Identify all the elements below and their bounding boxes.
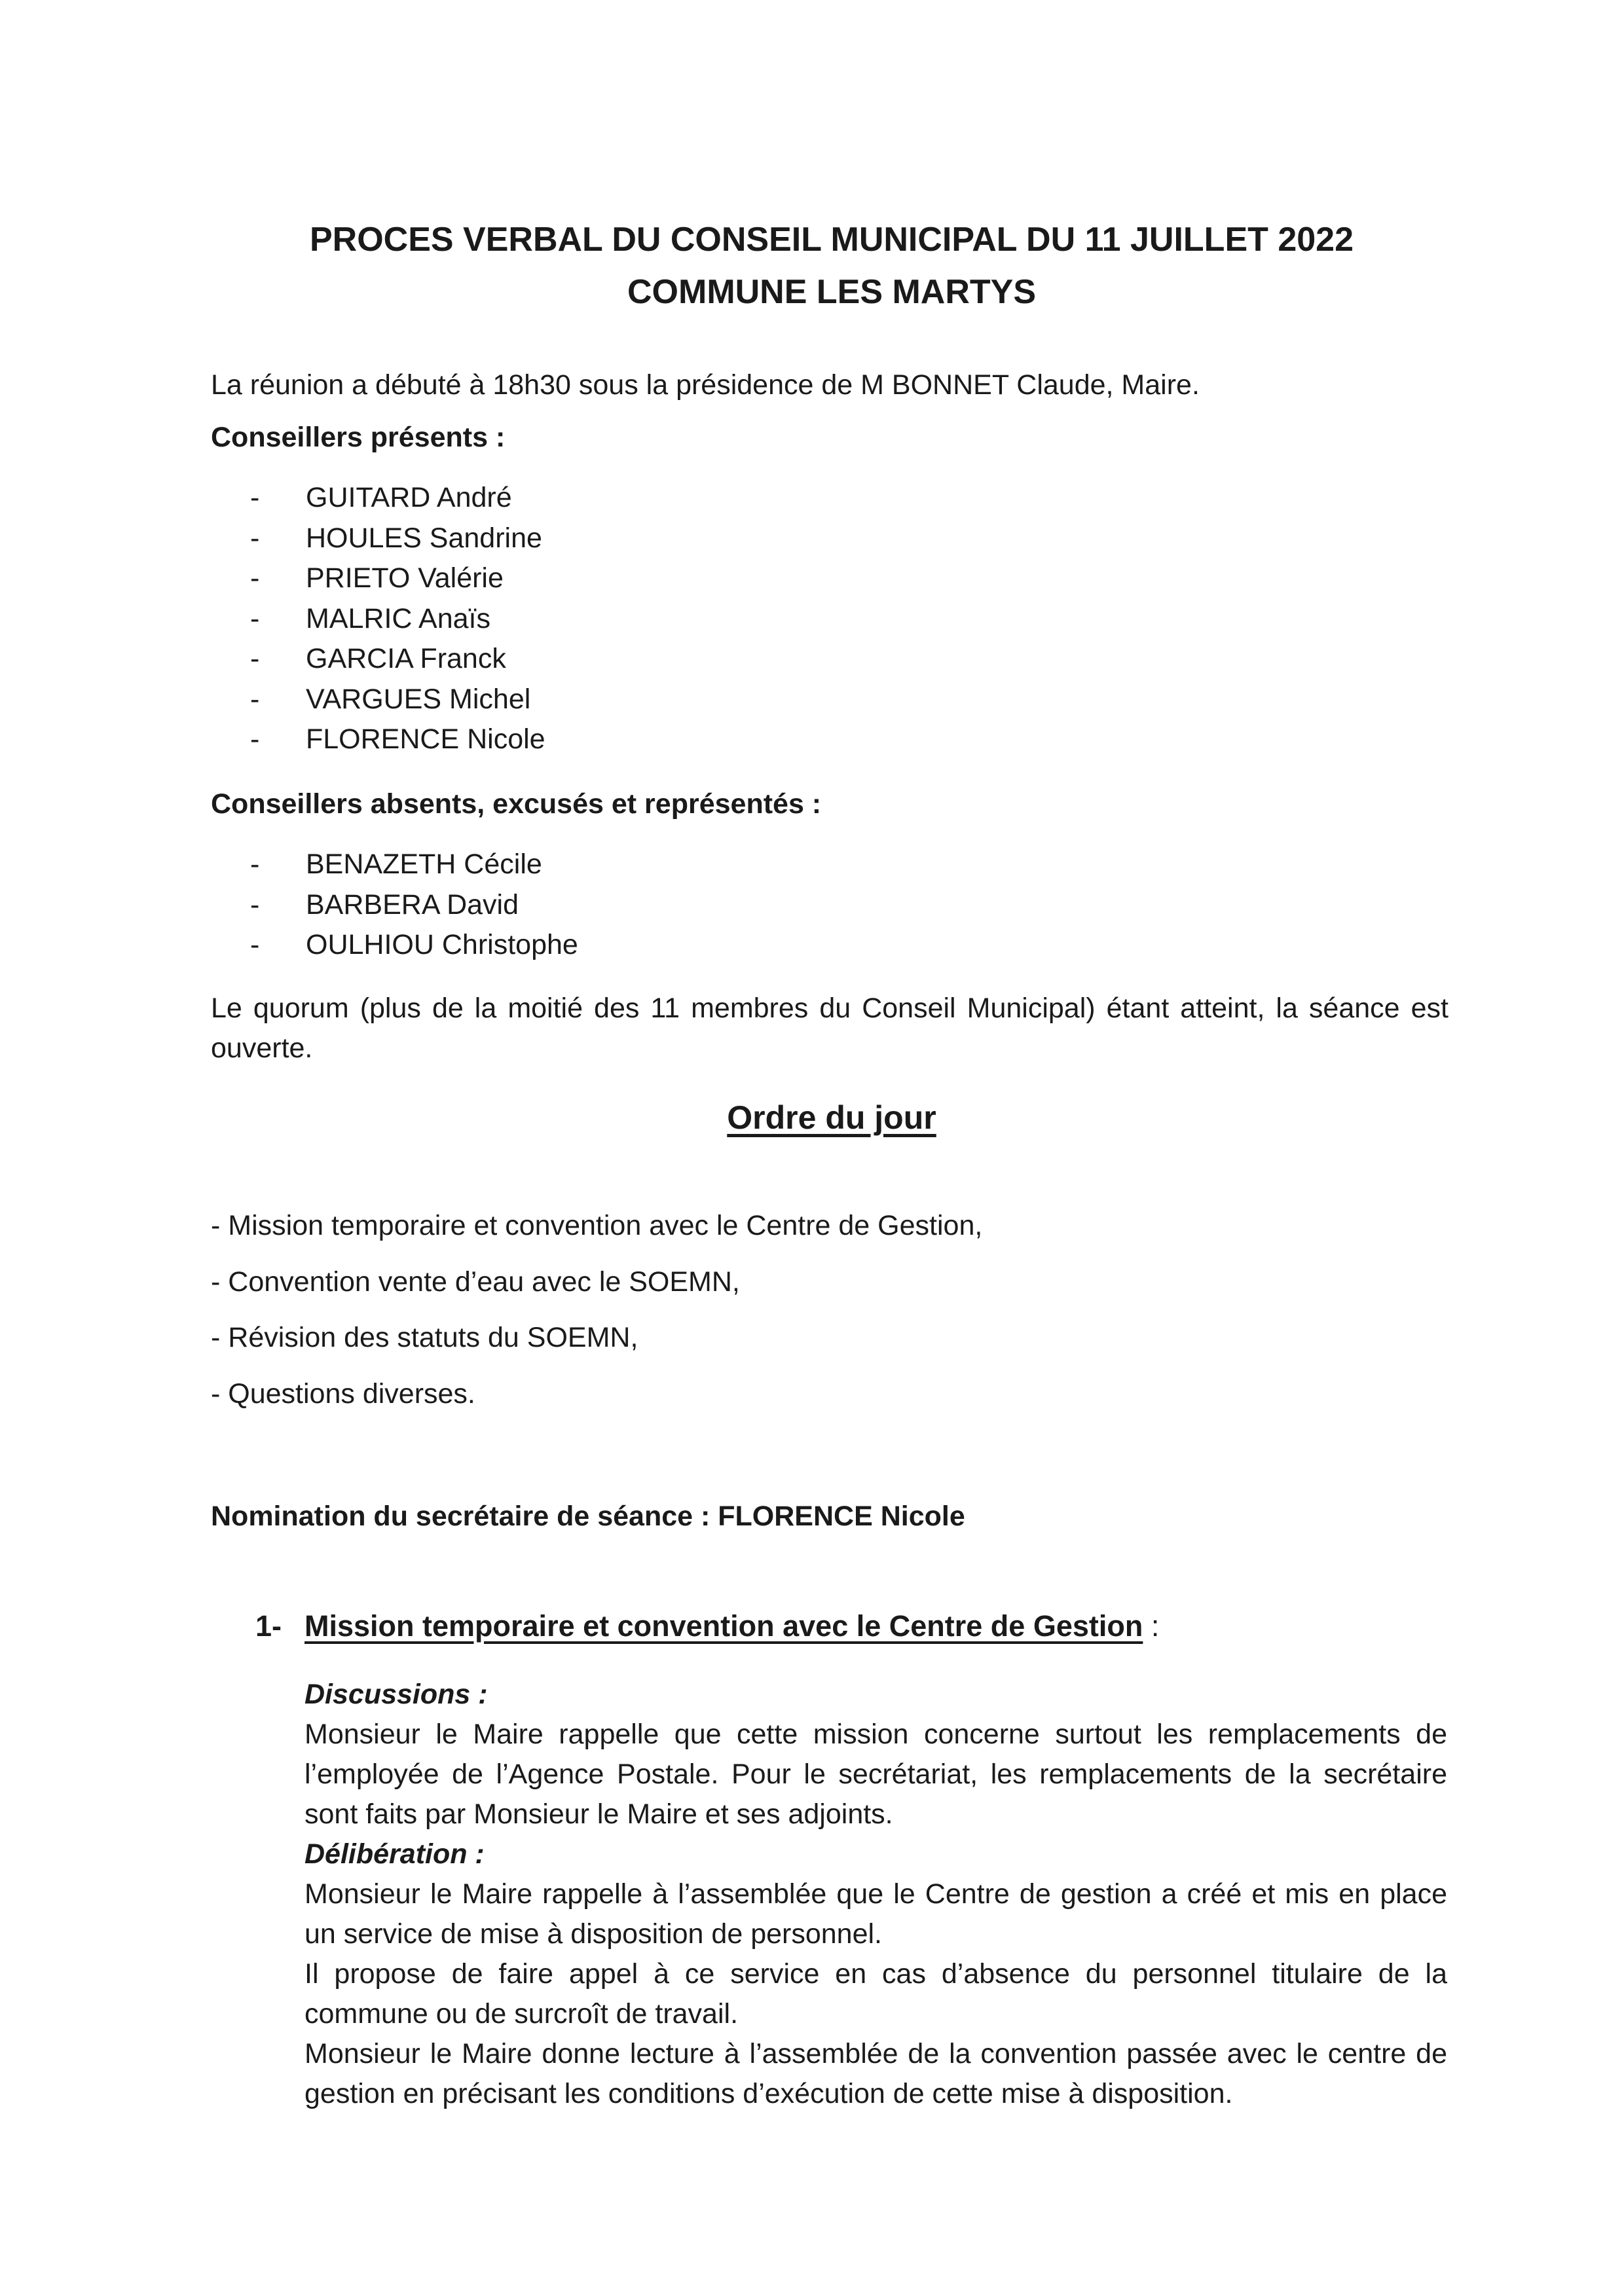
section-title-suffix: : [1143, 1609, 1160, 1643]
list-item: - PRIETO Valérie [250, 562, 504, 594]
absent-list [250, 845, 578, 966]
list-item: - GUITARD André [250, 482, 512, 513]
agenda-list [211, 1206, 982, 1430]
secretary-line: Nomination du secrétaire de séance : FLORENCE Nicole [211, 1501, 965, 1532]
list-item: - HOULES Sandrine [250, 522, 542, 554]
quorum-text: Le quorum (plus de la moitié des 11 membres du Conseil Municipal) étant atteint, la séance est ouverte. [211, 993, 1449, 1064]
present-list [250, 478, 545, 760]
section-1-heading [255, 1605, 1159, 1647]
section-number: 1- [255, 1609, 282, 1643]
intro-text: La réunion a débuté à 18h30 sous la présidence de M BONNET Claude, Maire. [211, 369, 1200, 401]
list-item: - GARCIA Franck [250, 643, 506, 674]
document-title: PROCES VERBAL DU CONSEIL MUNICIPAL DU 11 JUILLET 2022 [309, 221, 1354, 259]
agenda-heading: Ordre du jour [727, 1099, 936, 1136]
agenda-item: - Questions diverses. [211, 1377, 475, 1410]
agenda-item: - Convention vente d’eau avec le SOEMN, [211, 1266, 740, 1298]
deliberation-label: Délibération : [304, 1838, 485, 1870]
list-item: - VARGUES Michel [250, 683, 531, 715]
discussion-text: Monsieur le Maire rappelle que cette mission concerne surtout les remplacements de l’employée de l’Agence Postale. Pour le secrétariat, les remplacements de la secrétaire sont faits par Monsieur le Maire et ses adjoints. [304, 1719, 1447, 1830]
list-item: - BARBERA David [250, 888, 519, 920]
section-1-body [304, 1675, 1447, 2114]
present-heading: Conseillers présents : [211, 422, 506, 453]
document-subtitle: COMMUNE LES MARTYS [627, 273, 1036, 311]
list-item: - OULHIOU Christophe [250, 929, 578, 960]
deliberation-paragraph: Monsieur le Maire donne lecture à l’assemblée de la convention passée avec le centre de gestion en précisant les conditions d’exécution de cette mise à disposition. [304, 2038, 1447, 2109]
absent-heading: Conseillers absents, excusés et représentés : [211, 788, 822, 820]
list-item: - BENAZETH Cécile [250, 848, 542, 880]
agenda-item: - Mission temporaire et convention avec le Centre de Gestion, [211, 1210, 983, 1241]
deliberation-paragraph: Il propose de faire appel à ce service en cas d’absence du personnel titulaire de la commune ou de surcroît de travail. [304, 1958, 1447, 2030]
section-title: Mission temporaire et convention avec le Centre de Gestion [304, 1609, 1143, 1643]
list-item: - FLORENCE Nicole [250, 723, 545, 755]
discussion-label: Discussions : [304, 1679, 488, 1710]
agenda-item: - Révision des statuts du SOEMN, [211, 1322, 638, 1353]
deliberation-paragraph: Monsieur le Maire rappelle à l’assemblée que le Centre de gestion a créé et mis en place un service de mise à disposition de personnel. [304, 1878, 1447, 1950]
list-item: - MALRIC Anaïs [250, 602, 490, 634]
